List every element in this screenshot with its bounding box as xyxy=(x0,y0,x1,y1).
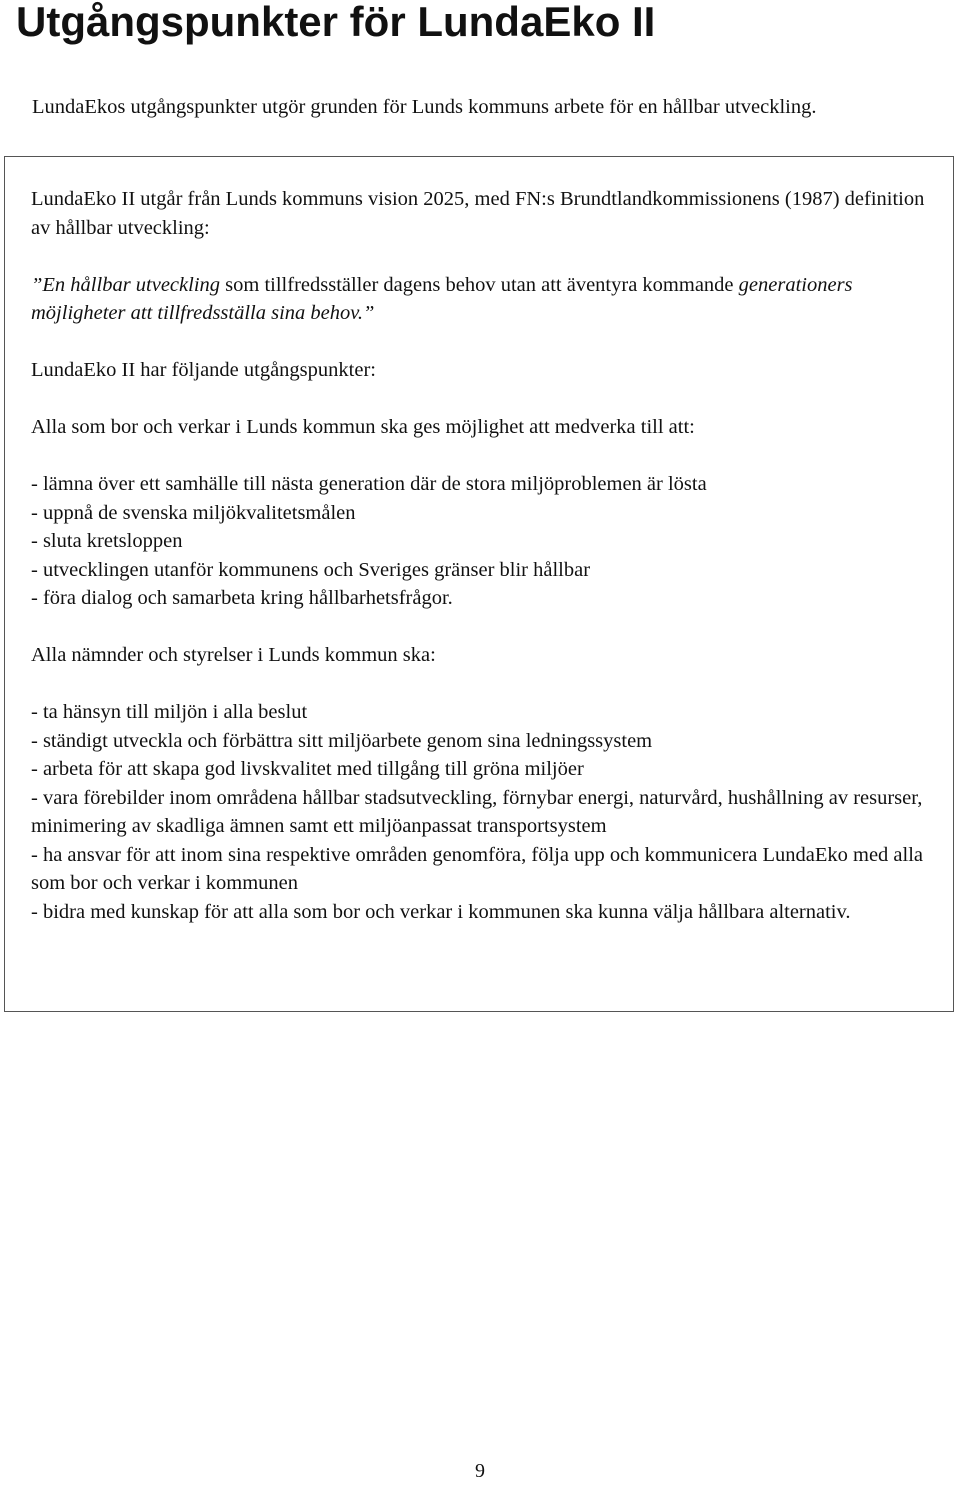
committees-list xyxy=(31,698,946,926)
quote-italic-start: ”En hållbar utveckling xyxy=(31,273,221,296)
list-item: - ha ansvar för att inom sina respektive områden genomföra, följa upp och kommunicera LundaEko med alla som bor och verkar i kommunen xyxy=(31,843,924,894)
box-content xyxy=(31,185,946,955)
list-item: - arbeta för att skapa god livskvalitet med tillgång till gröna miljöer xyxy=(31,758,584,780)
list-item: - bidra med kunskap för att alla som bor och verkar i kommunen ska kunna välja hållbara alternativ. xyxy=(31,900,851,923)
list-item: - uppnå de svenska miljökvalitetsmålen xyxy=(31,501,356,524)
list-item: - sluta kretsloppen xyxy=(31,530,183,552)
list-item: - lämna över ett samhälle till nästa generation där de stora miljöproblemen är lösta xyxy=(31,473,707,495)
vision-paragraph: LundaEko II utgår från Lunds kommuns vision 2025, med FN:s Brundtlandkommissionens (1987) definition av hållbar utveckling: xyxy=(31,188,925,239)
starting-points-box xyxy=(4,156,954,1012)
committees-heading: Alla nämnder och styrelser i Lunds kommun ska: xyxy=(31,644,436,666)
residents-heading: Alla som bor och verkar i Lunds kommun ska ges möjlighet att medverka till att: xyxy=(31,416,695,438)
list-item: - vara förebilder inom områdena hållbar stadsutveckling, förnybar energi, naturvård, hushållning av resurser, minimering av skadliga ämnen samt ett miljöanpassat transportsystem xyxy=(31,786,923,837)
residents-list xyxy=(31,470,946,613)
intro-paragraph: LundaEkos utgångspunkter utgör grunden för Lunds kommuns arbete för en hållbar utveckling. xyxy=(32,96,817,118)
quote-normal-middle: som tillfredsställer dagens behov utan att äventyra kommande xyxy=(220,273,739,296)
page-number: 9 xyxy=(475,1460,485,1482)
list-item: - föra dialog och samarbeta kring hållbarhetsfrågor. xyxy=(31,587,453,609)
brundtland-quote xyxy=(31,271,946,328)
list-item: - ständigt utveckla och förbättra sitt miljöarbete genom sina ledningssystem xyxy=(31,729,653,752)
list-item: - utvecklingen utanför kommunens och Sveriges gränser blir hållbar xyxy=(31,558,591,581)
list-item: - ta hänsyn till miljön i alla beslut xyxy=(31,701,308,723)
page-title: Utgångspunkter för LundaEko II xyxy=(16,0,656,45)
starting-points-heading: LundaEko II har följande utgångspunkter: xyxy=(31,359,376,381)
quote-italic-end: generationers möjligheter att tillfredsställa sina behov.” xyxy=(31,273,853,324)
